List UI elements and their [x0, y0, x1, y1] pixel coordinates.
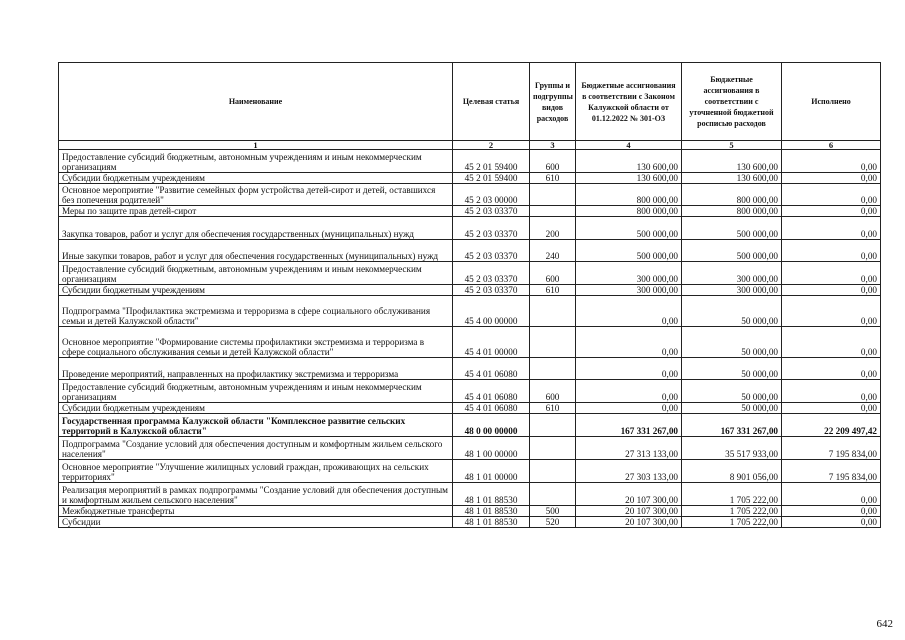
row-law-allocation: 0,00 [576, 358, 682, 380]
row-executed: 0,00 [782, 173, 881, 184]
row-law-allocation: 27 303 133,00 [576, 460, 682, 483]
row-law-allocation: 0,00 [576, 403, 682, 414]
header-name: Наименование [59, 63, 453, 141]
row-refined-allocation: 50 000,00 [682, 380, 782, 403]
row-name: Проведение мероприятий, направленных на профилактику экстремизма и терроризма [59, 358, 453, 380]
row-target-article: 48 0 00 00000 [453, 414, 530, 437]
row-name: Реализация мероприятий в рамках подпрограммы "Создание условий для обеспечения доступным и комфортным жильем сельского населения" [59, 483, 453, 506]
row-name: Закупка товаров, работ и услуг для обеспечения государственных (муниципальных) нужд [59, 217, 453, 240]
row-executed: 0,00 [782, 285, 881, 296]
row-executed: 0,00 [782, 358, 881, 380]
row-law-allocation: 27 313 133,00 [576, 437, 682, 460]
row-law-allocation: 300 000,00 [576, 262, 682, 285]
row-expense-group [530, 437, 576, 460]
row-expense-group: 200 [530, 217, 576, 240]
header-refined-allocation: Бюджетные ассигнования в соответствии с уточненной бюджетной росписью расходов [682, 63, 782, 141]
row-executed: 7 195 834,00 [782, 460, 881, 483]
row-name: Основное мероприятие "Формирование системы профилактики экстремизма и терроризма в сфере социального обслуживания семьи и детей Калужской области" [59, 327, 453, 358]
row-refined-allocation: 300 000,00 [682, 262, 782, 285]
row-target-article: 48 1 01 88530 [453, 483, 530, 506]
column-number: 3 [530, 141, 576, 150]
row-target-article: 48 1 01 88530 [453, 517, 530, 528]
row-executed: 0,00 [782, 206, 881, 217]
row-executed: 0,00 [782, 483, 881, 506]
row-executed: 0,00 [782, 380, 881, 403]
row-target-article: 45 4 01 06080 [453, 403, 530, 414]
row-name: Государственная программа Калужской области "Комплексное развитие сельских территорий в Калужской области" [59, 414, 453, 437]
row-law-allocation: 20 107 300,00 [576, 517, 682, 528]
row-refined-allocation: 130 600,00 [682, 173, 782, 184]
table-row [59, 380, 881, 403]
column-number: 2 [453, 141, 530, 150]
column-number: 1 [59, 141, 453, 150]
row-refined-allocation: 130 600,00 [682, 150, 782, 173]
row-refined-allocation: 50 000,00 [682, 296, 782, 327]
header-law-allocation: Бюджетные ассигнования в соответствии с Законом Калужской области от 01.12.2022 № 301-ОЗ [576, 63, 682, 141]
row-target-article: 48 1 01 88530 [453, 506, 530, 517]
row-expense-group [530, 414, 576, 437]
table-row [59, 296, 881, 327]
row-law-allocation: 800 000,00 [576, 184, 682, 206]
table-row [59, 403, 881, 414]
row-expense-group: 500 [530, 506, 576, 517]
row-executed: 0,00 [782, 327, 881, 358]
row-executed: 0,00 [782, 150, 881, 173]
row-refined-allocation: 1 705 222,00 [682, 506, 782, 517]
row-target-article: 45 4 01 06080 [453, 380, 530, 403]
row-expense-group: 600 [530, 262, 576, 285]
row-refined-allocation: 50 000,00 [682, 403, 782, 414]
row-target-article: 48 1 00 00000 [453, 437, 530, 460]
row-law-allocation: 0,00 [576, 296, 682, 327]
table-row [59, 150, 881, 173]
row-target-article: 45 4 00 00000 [453, 296, 530, 327]
table-row [59, 184, 881, 206]
row-refined-allocation: 167 331 267,00 [682, 414, 782, 437]
table-row [59, 173, 881, 184]
table-row [59, 483, 881, 506]
row-refined-allocation: 500 000,00 [682, 240, 782, 262]
column-number: 6 [782, 141, 881, 150]
row-refined-allocation: 800 000,00 [682, 206, 782, 217]
row-target-article: 48 1 01 00000 [453, 460, 530, 483]
table-row [59, 437, 881, 460]
row-refined-allocation: 50 000,00 [682, 327, 782, 358]
row-law-allocation: 167 331 267,00 [576, 414, 682, 437]
table-row [59, 327, 881, 358]
row-executed: 0,00 [782, 506, 881, 517]
row-name: Субсидии бюджетным учреждениям [59, 403, 453, 414]
row-name: Меры по защите прав детей-сирот [59, 206, 453, 217]
row-refined-allocation: 1 705 222,00 [682, 517, 782, 528]
row-expense-group [530, 327, 576, 358]
row-target-article: 45 2 03 03370 [453, 240, 530, 262]
row-target-article: 45 2 03 00000 [453, 184, 530, 206]
column-number-row [59, 141, 881, 150]
table-row [59, 506, 881, 517]
row-law-allocation: 300 000,00 [576, 285, 682, 296]
table-row [59, 358, 881, 380]
row-law-allocation: 0,00 [576, 380, 682, 403]
row-target-article: 45 2 03 03370 [453, 285, 530, 296]
row-executed: 0,00 [782, 217, 881, 240]
table-row [59, 206, 881, 217]
row-executed: 0,00 [782, 184, 881, 206]
row-name: Основное мероприятие "Развитие семейных форм устройства детей-сирот и детей, оставшихся без попечения родителей" [59, 184, 453, 206]
row-target-article: 45 4 01 06080 [453, 358, 530, 380]
table-row [59, 517, 881, 528]
row-name: Подпрограмма "Создание условий для обеспечения доступным и комфортным жильем сельского населения" [59, 437, 453, 460]
row-executed: 22 209 497,42 [782, 414, 881, 437]
header-target-article: Целевая статья [453, 63, 530, 141]
row-name: Субсидии бюджетным учреждениям [59, 173, 453, 184]
row-expense-group: 600 [530, 380, 576, 403]
table-row [59, 460, 881, 483]
column-number: 4 [576, 141, 682, 150]
row-target-article: 45 4 01 00000 [453, 327, 530, 358]
row-refined-allocation: 35 517 933,00 [682, 437, 782, 460]
row-name: Предоставление субсидий бюджетным, автономным учреждениям и иным некоммерческим организациям [59, 150, 453, 173]
table-row [59, 262, 881, 285]
header-expense-group: Группы и подгруппы видов расходов [530, 63, 576, 141]
row-expense-group [530, 460, 576, 483]
row-expense-group: 240 [530, 240, 576, 262]
row-executed: 0,00 [782, 403, 881, 414]
header-row [59, 63, 881, 141]
header-executed: Исполнено [782, 63, 881, 141]
row-name: Межбюджетные трансферты [59, 506, 453, 517]
row-name: Основное мероприятие "Улучшение жилищных условий граждан, проживающих на сельских территориях" [59, 460, 453, 483]
row-executed: 0,00 [782, 517, 881, 528]
row-law-allocation: 0,00 [576, 327, 682, 358]
row-expense-group: 610 [530, 173, 576, 184]
row-target-article: 45 2 01 59400 [453, 150, 530, 173]
budget-table [58, 62, 881, 528]
row-expense-group: 610 [530, 285, 576, 296]
row-refined-allocation: 50 000,00 [682, 358, 782, 380]
row-expense-group [530, 358, 576, 380]
row-target-article: 45 2 01 59400 [453, 173, 530, 184]
table-row [59, 414, 881, 437]
table-row [59, 285, 881, 296]
row-law-allocation: 20 107 300,00 [576, 506, 682, 517]
table-row [59, 217, 881, 240]
row-name: Субсидии бюджетным учреждениям [59, 285, 453, 296]
table-row [59, 240, 881, 262]
row-expense-group: 610 [530, 403, 576, 414]
row-law-allocation: 800 000,00 [576, 206, 682, 217]
row-name: Иные закупки товаров, работ и услуг для обеспечения государственных (муниципальных) нужд [59, 240, 453, 262]
row-name: Субсидии [59, 517, 453, 528]
row-expense-group [530, 483, 576, 506]
column-number: 5 [682, 141, 782, 150]
row-expense-group [530, 206, 576, 217]
row-name: Предоставление субсидий бюджетным, автономным учреждениям и иным некоммерческим организациям [59, 262, 453, 285]
row-law-allocation: 130 600,00 [576, 173, 682, 184]
row-refined-allocation: 1 705 222,00 [682, 483, 782, 506]
row-refined-allocation: 800 000,00 [682, 184, 782, 206]
row-expense-group [530, 296, 576, 327]
row-target-article: 45 2 03 03370 [453, 262, 530, 285]
row-refined-allocation: 300 000,00 [682, 285, 782, 296]
page-number: 642 [876, 618, 893, 630]
row-executed: 7 195 834,00 [782, 437, 881, 460]
row-target-article: 45 2 03 03370 [453, 206, 530, 217]
row-executed: 0,00 [782, 296, 881, 327]
row-executed: 0,00 [782, 262, 881, 285]
row-name: Подпрограмма "Профилактика экстремизма и терроризма в сфере социального обслуживания семьи и детей Калужской области" [59, 296, 453, 327]
row-law-allocation: 500 000,00 [576, 217, 682, 240]
row-target-article: 45 2 03 03370 [453, 217, 530, 240]
row-name: Предоставление субсидий бюджетным, автономным учреждениям и иным некоммерческим организациям [59, 380, 453, 403]
row-refined-allocation: 8 901 056,00 [682, 460, 782, 483]
row-law-allocation: 130 600,00 [576, 150, 682, 173]
row-expense-group: 600 [530, 150, 576, 173]
row-law-allocation: 500 000,00 [576, 240, 682, 262]
row-expense-group: 520 [530, 517, 576, 528]
table-body [59, 150, 881, 528]
row-refined-allocation: 500 000,00 [682, 217, 782, 240]
row-executed: 0,00 [782, 240, 881, 262]
row-expense-group [530, 184, 576, 206]
row-law-allocation: 20 107 300,00 [576, 483, 682, 506]
